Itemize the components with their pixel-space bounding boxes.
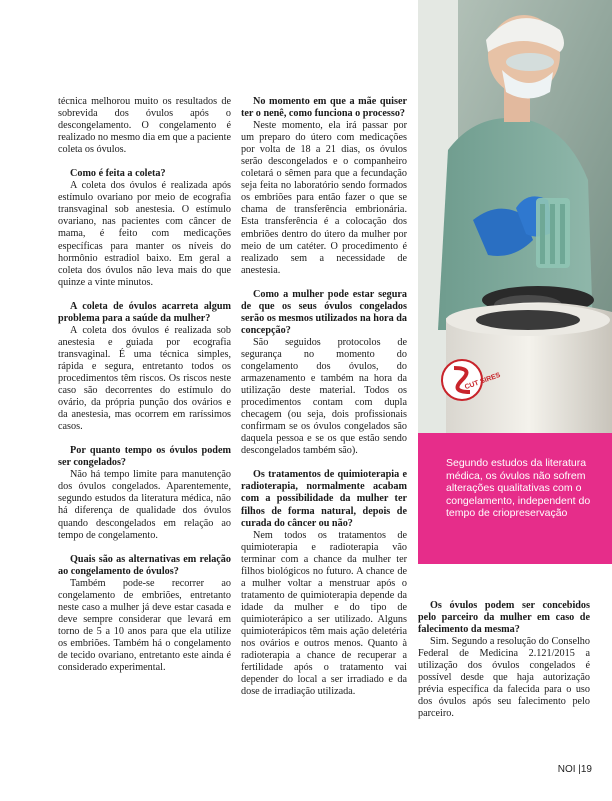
question-heading: A coleta de óvulos acarreta algum problema para a saúde da mulher? [58,300,231,324]
answer-paragraph: São seguidos protocolos de segurança no momento do congelamento dos óvulos, do armazenamento e também na hora da utilização deste material. Todos os procedimentos contam com dupla checagem (ou seja, dois profissionais confirmam se os óvulos congelados são daquela pessoa e se os que estão sendo descongelados também são). [241,336,407,457]
question-heading: Como a mulher pode estar segura de que os seus óvulos congelados serão os mesmos utilizados na hora da concepção? [241,288,407,336]
cryopreservation-photo-illustration [418,0,612,433]
question-heading: Como é feita a coleta? [70,168,166,180]
answer-paragraph: Neste momento, ela irá passar por um preparo do útero com medicações por volta de 18 a 21 dias, os óvulos serão descongelados e o companheiro coletará o sêmen para que a fecundação seja feita no laboratório sendo formados os embriões para então fazer o que se chama de transferência embrionária. Esta transferência é a colocação dos embriões dentro do útero da mulher por meio de um catéter. O procedimento é realizado sem a necessidade de anestesia. [241,120,407,276]
answer-paragraph: Sim. Segundo a resolução do Conselho Federal de Medicina 2.121/2015 a utilização dos óvulos congelados é possível desde que haja autorização prévia específica da falecida para o uso dos óvulos após seu falecimento pelo parceiro. [418,636,590,720]
paragraph: técnica melhorou muito os resultados de sobrevida dos óvulos após o descongelamento. O congelamento é realizado no mesmo dia em que a paciente coleta os óvulos. [58,96,231,156]
lab-photo [418,0,612,433]
photo-caption: Segundo estudos da literatura médica, os óvulos não sofrem alterações qualitativas com o congelamento, independent do tempo de criopreservação [446,457,591,520]
article-column-3 [418,600,590,720]
answer-paragraph: A coleta dos óvulos é realizada sob anestesia e guiada por ecografia transvaginal. É uma técnica simples, rápida e segura, entretanto todos os procedimentos têm riscos. Os riscos neste caso são decorrentes do estímulo do ovário, da própria punção dos ovários e da anestesia, mas ocorrem em raríssimos casos. [58,324,231,433]
answer-paragraph: Nem todos os tratamentos de quimioterapia e radioterapia vão terminar com a chance da mulher ter filhos biológicos no futuro. A chance de a mulher voltar a menstruar após o tratamento de quimioterapia depende da idade da mulher e do tipo de quimioterápico a ser utilizado. Alguns quimioterápicos têm mais ação deletéria nos ovários e outros menos. Quanto à radioterapia a chance de recuperar a fertilidade após o tratamento vai depender do local a ser irradiado e da dose de irradiação utilizada. [241,529,407,698]
answer-paragraph: Não há tempo limite para manutenção dos óvulos congelados. Aparentemente, segundo estudos da literatura médica, não há diferença de qualidade dos óvulos quando descongelados em relação ao tempo de congelamento. [58,469,231,541]
photo-caption-box [418,433,612,564]
question-heading: Os óvulos podem ser concebidos pelo parceiro da mulher em caso de falecimento da mesma? [418,600,590,636]
question-heading: Por quanto tempo os óvulos podem ser congelados? [58,445,231,469]
question-heading: Os tratamentos de quimioterapia e radioterapia, normalmente acabam com a possibilidade da mulher ter filhos de forma natural, depois de curada do câncer ou não? [241,469,407,529]
tank-label: CUT SIRES [463,371,502,392]
article-column-1 [58,96,231,674]
question-heading: No momento em que a mãe quiser ter o nenê, como funciona o processo? [241,96,407,120]
answer-paragraph: Também pode-se recorrer ao congelamento de embriões, entretanto neste caso a mulher já deve estar casada e deve sempre considerar que levará em torno de 5 a 10 anos para que ela utilize os embriões. Também há o congelamento de tecido ovariano, entretanto este ainda é considerado experimental. [58,577,231,674]
article-column-2 [241,96,407,698]
answer-paragraph: A coleta dos óvulos é realizada após estímulo ovariano por meio de ecografia transvaginal sob anestesia. O estímulo ovariano, nas pacientes com câncer de mama, é feito com medicações específicas para manter os níveis do hormônio estradiol baixo. Em geral a coleta dos óvulos não leva mais do que quinze a vinte minutos. [58,180,231,288]
question-heading: Quais são as alternativas em relação ao congelamento de óvulos? [58,553,231,577]
page-number: NOI |19 [557,764,592,775]
